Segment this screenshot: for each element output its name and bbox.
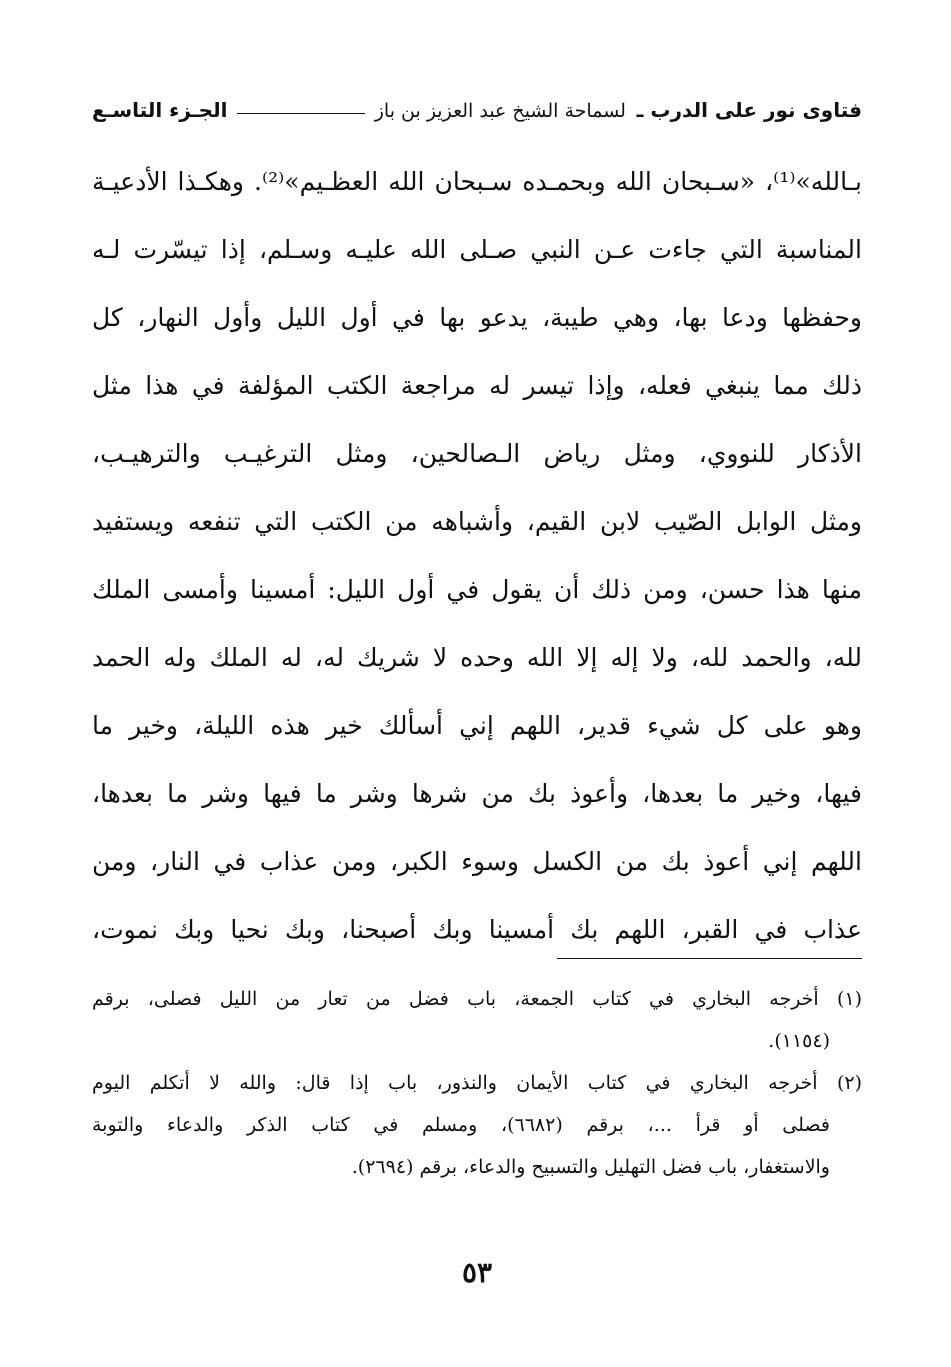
text-line: منها هذا حسن، ومن ذلك أن يقول في أول الليل: أمسينا وأمسى الملك <box>92 575 862 604</box>
text-line: اللهم إني أعوذ بك من الكسل وسوء الكبر، ومن عذاب في النار، ومن <box>92 847 862 876</box>
footnotes <box>92 978 862 1188</box>
footnote-separator <box>557 958 862 959</box>
author-name: لسماحة الشيخ عبد العزيز بن باز <box>374 99 626 122</box>
running-header <box>92 86 862 134</box>
text-line: ومثل الوابل الصّيب لابن القيم، وأشباهه من الكتب التي تنفعه ويستفيد <box>92 507 862 536</box>
document-page <box>92 86 862 1326</box>
text-line: الأذكار للنووي، ومثل رياض الـصالحين، ومثل الترغيـب والترهيـب، <box>92 439 862 468</box>
footnote-line: والاستغفار، باب فضل التهليل والتسبيح والدعاء، برقم (٢٦٩٤). <box>351 1156 830 1178</box>
footnote-line: فصلى أو قرأ ...، برقم (٦٦٨٢)، ومسلم في كتاب الذكر والدعاء والتوبة <box>92 1114 830 1136</box>
text-line: بـالله»⁽¹⁾، «سـبحان الله وبحمـده سـبحان الله العظـيم»⁽²⁾. وهكـذا الأدعيـة <box>92 167 862 196</box>
header-right <box>375 86 862 135</box>
part-label: الجـزء التاسـع <box>92 98 228 122</box>
text-line: لله، والحمد لله، ولا إله إلا الله وحده لا شريك له، له الملك وله الحمد <box>92 643 862 672</box>
footnote-line: (٢) أخرجه البخاري في كتاب الأيمان والنذور، باب إذا قال: والله لا أتكلم اليوم <box>92 1072 862 1094</box>
text-line: ذلك مما ينبغي فعله، وإذا تيسر له مراجعة الكتب المؤلفة في هذا مثل <box>92 371 862 400</box>
header-rule <box>237 113 364 114</box>
text-line: عذاب في القبر، اللهم بك أمسينا وبك أصبحنا، وبك نحيا وبك نموت، <box>92 915 862 944</box>
footnote-line: (١١٥٤). <box>768 1030 830 1052</box>
text-line: وهو على كل شيء قدير، اللهم إني أسألك خير هذه الليلة، وخير ما <box>92 711 862 740</box>
main-text <box>92 148 862 964</box>
text-line: المناسبة التي جاءت عـن النبي صـلى الله عليـه وسـلم، إذا تيسّرت لـه <box>92 235 862 264</box>
footnote-line: (١) أخرجه البخاري في كتاب الجمعة، باب فضل من تعار من الليل فصلى، برقم <box>92 988 862 1010</box>
text-line: وحفظها ودعا بها، وهي طيبة، يدعو بها في أول الليل وأول النهار، كل <box>92 303 862 332</box>
text-line: فيها، وخير ما بعدها، وأعوذ بك من شرها وشر ما فيها وشر ما بعدها، <box>92 779 862 808</box>
page-number: ٥٣ <box>461 1256 493 1289</box>
book-title: فتاوى نور على الدرب ـ <box>636 97 862 122</box>
